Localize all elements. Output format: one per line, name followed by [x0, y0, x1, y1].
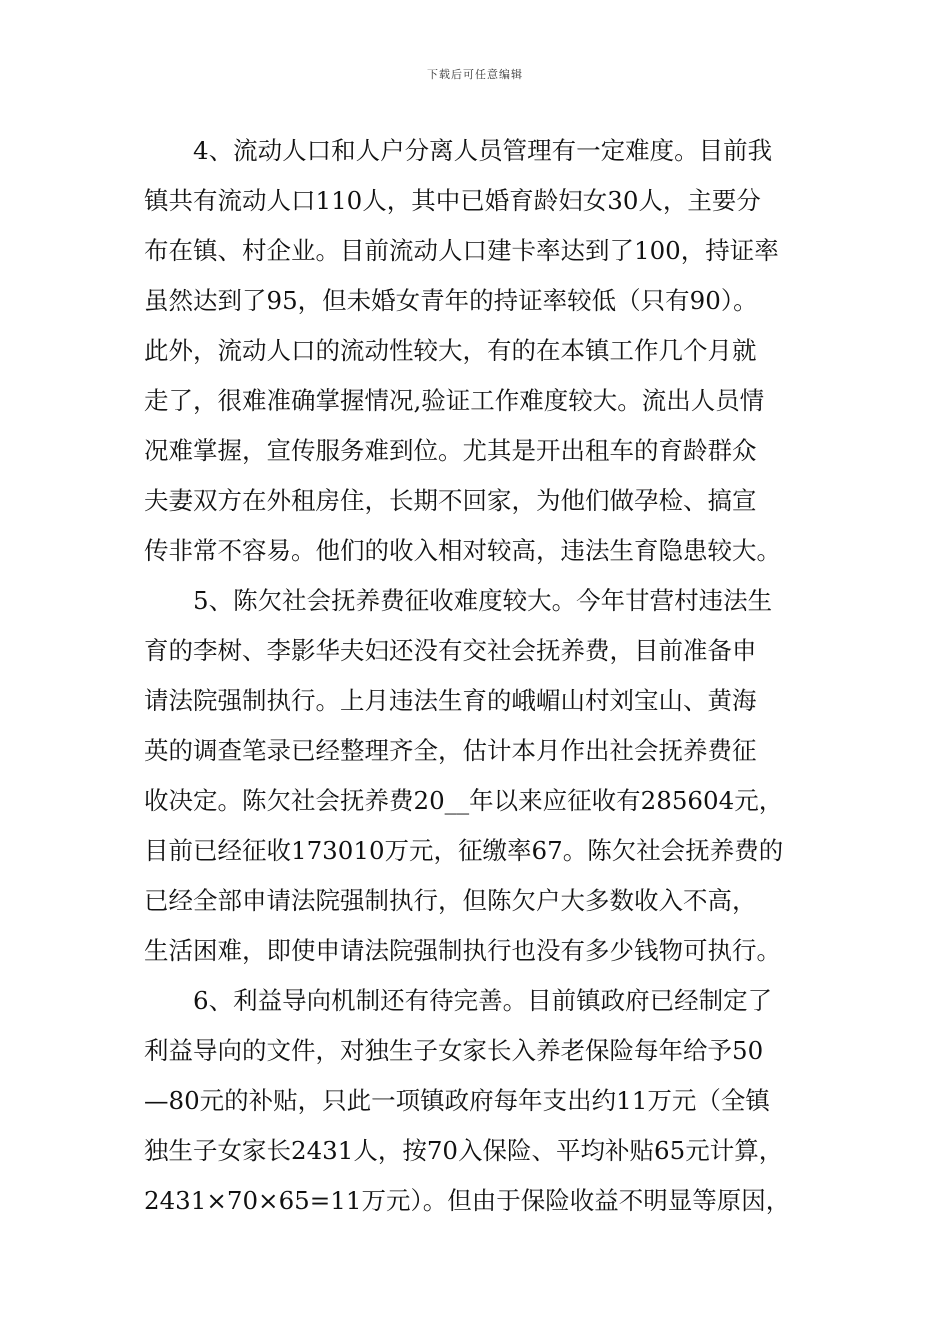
paragraph-line: 独生子女家长2431人，按70入保险、平均补贴65元计算，	[144, 1136, 784, 1165]
paragraph-line: 况难掌握，宣传服务难到位。尤其是开出租车的育龄群众	[144, 436, 757, 465]
paragraph-line: 夫妻双方在外租房住，长期不回家，为他们做孕检、搞宣	[144, 486, 757, 515]
paragraph-line: 虽然达到了95，但未婚女青年的持证率较低（只有90）。	[144, 286, 758, 315]
paragraph-line: 6、利益导向机制还有待完善。目前镇政府已经制定了	[193, 986, 773, 1015]
paragraph-6	[144, 976, 810, 1226]
paragraph-line: 传非常不容易。他们的收入相对较高，违法生育隐患较大。	[144, 536, 781, 565]
paragraph-line: 2431×70×65=11万元）。但由于保险收益不明显等原因，	[144, 1186, 791, 1215]
paragraph-4	[144, 126, 810, 576]
paragraph-5	[144, 576, 810, 976]
paragraph-line: 镇共有流动人口110人，其中已婚育龄妇女30人，主要分	[144, 186, 761, 215]
paragraph-line: 此外，流动人口的流动性较大，有的在本镇工作几个月就	[144, 336, 757, 365]
paragraph-line: 已经全部申请法院强制执行，但陈欠户大多数收入不高，	[144, 886, 757, 915]
page-header: 下载后可任意编辑	[427, 68, 523, 81]
paragraph-line: 生活困难，即使申请法院强制执行也没有多少钱物可执行。	[144, 936, 781, 965]
paragraph-line: 走了，很难准确掌握情况,验证工作难度较大。流出人员情	[144, 386, 765, 415]
paragraph-line: 请法院强制执行。上月违法生育的峨嵋山村刘宝山、黄海	[144, 686, 757, 715]
paragraph-line: 4、流动人口和人户分离人员管理有一定难度。目前我	[193, 136, 773, 165]
paragraph-line: 英的调查笔录已经整理齐全，估计本月作出社会抚养费征	[144, 736, 757, 765]
paragraph-line: 利益导向的文件，对独生子女家长入养老保险每年给予50	[144, 1036, 764, 1065]
paragraph-line: 目前已经征收173010万元，征缴率67。陈欠社会抚养费的	[144, 836, 784, 865]
paragraph-line: 育的李树、李影华夫妇还没有交社会抚养费，目前准备申	[144, 636, 757, 665]
paragraph-line: 5、陈欠社会抚养费征收难度较大。今年甘营村违法生	[193, 586, 773, 615]
paragraph-line: 布在镇、村企业。目前流动人口建卡率达到了100，持证率	[144, 236, 779, 265]
paragraph-line: —80元的补贴，只此一项镇政府每年支出约11万元（全镇	[144, 1086, 770, 1115]
paragraph-line: 收决定。陈欠社会抚养费20__年以来应征收有285604元，	[144, 786, 784, 815]
document-body	[144, 126, 810, 1226]
